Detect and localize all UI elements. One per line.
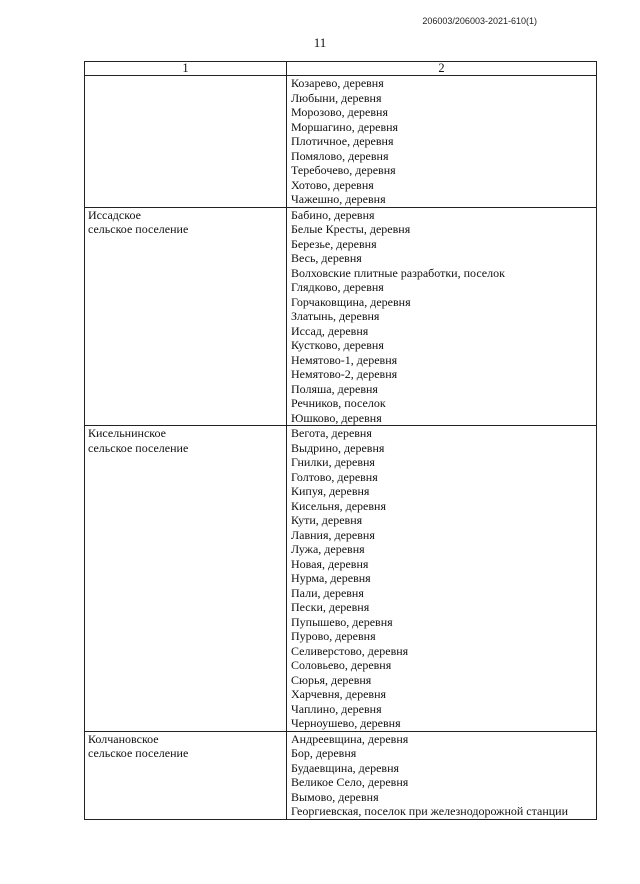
column-header-2: 2 xyxy=(287,62,597,76)
place-item: Великое Село, деревня xyxy=(291,775,409,789)
place-item: Вымово, деревня xyxy=(291,789,379,804)
place-item: Поляша, деревня xyxy=(291,381,378,396)
place-item: Немятово-2, деревня xyxy=(291,367,398,381)
settlement-cell xyxy=(85,76,287,208)
place-item: Теребочево, деревня xyxy=(291,163,396,177)
settlement-name-line: сельское поселение xyxy=(88,440,189,455)
place-item: Кипуя, деревня xyxy=(291,484,370,498)
place-item: Нурма, деревня xyxy=(291,571,371,585)
table-row xyxy=(85,731,597,819)
document-id: 206003/206003-2021-610(1) xyxy=(422,16,537,26)
table-row xyxy=(85,76,597,208)
place-item: Пески, деревня xyxy=(291,600,370,614)
place-item: Весь, деревня xyxy=(291,251,362,265)
place-item: Хотово, деревня xyxy=(291,177,374,192)
place-item: Кисельня, деревня xyxy=(291,498,386,513)
place-item: Березье, деревня xyxy=(291,236,377,251)
place-item: Плотичное, деревня xyxy=(291,134,394,148)
table-row xyxy=(85,207,597,426)
place-item: Юшково, деревня xyxy=(291,410,382,425)
settlement-name-line: сельское поселение xyxy=(88,746,189,760)
place-item: Любыни, деревня xyxy=(291,90,382,105)
places-cell xyxy=(287,207,597,426)
place-item: Харчевня, деревня xyxy=(291,687,387,701)
place-item: Лавния, деревня xyxy=(291,527,375,542)
place-item: Выдрино, деревня xyxy=(291,440,385,455)
place-item: Лужа, деревня xyxy=(291,542,365,556)
table-row xyxy=(85,426,597,732)
place-item: Иссад, деревня xyxy=(291,323,369,338)
place-item: Сюрья, деревня xyxy=(291,672,372,687)
place-item: Горчаковщина, деревня xyxy=(291,294,411,309)
place-item: Морозово, деревня xyxy=(291,105,388,119)
place-item: Козарево, деревня xyxy=(291,76,384,90)
place-item: Златынь, деревня xyxy=(291,309,380,323)
column-header-1: 1 xyxy=(85,62,287,76)
place-item: Будаевщина, деревня xyxy=(291,760,400,775)
place-item: Моршагино, деревня xyxy=(291,119,399,134)
place-item: Голтово, деревня xyxy=(291,469,378,484)
place-item: Помялово, деревня xyxy=(291,148,389,163)
settlement-name-line: сельское поселение xyxy=(88,222,189,236)
place-item: Пупышево, деревня xyxy=(291,614,393,629)
settlement-cell xyxy=(85,731,287,819)
page-number: 11 xyxy=(313,35,327,50)
place-item: Белые Кресты, деревня xyxy=(291,222,411,236)
place-item: Глядково, деревня xyxy=(291,280,384,294)
place-item: Георгиевская, поселок при железнодорожной станции xyxy=(291,804,569,818)
place-item: Кути, деревня xyxy=(291,513,363,527)
place-item: Черноушево, деревня xyxy=(291,716,401,730)
table-header-row xyxy=(85,62,597,76)
place-item: Бор, деревня xyxy=(291,746,357,760)
settlement-name-line: Кисельнинское xyxy=(88,426,166,440)
place-item: Чаплино, деревня xyxy=(291,701,382,716)
places-cell xyxy=(287,731,597,819)
place-item: Андреевщина, деревня xyxy=(291,731,409,746)
places-cell xyxy=(287,76,597,208)
place-item: Немятово-1, деревня xyxy=(291,352,398,367)
settlement-name-line: Колчановское xyxy=(88,731,159,746)
place-item: Чажешно, деревня xyxy=(291,192,386,206)
place-item: Селиверстово, деревня xyxy=(291,643,409,658)
place-item: Новая, деревня xyxy=(291,556,369,571)
places-cell xyxy=(287,426,597,732)
settlement-name-line: Иссадское xyxy=(88,207,141,222)
settlement-cell xyxy=(85,207,287,426)
place-item: Речников, поселок xyxy=(291,396,386,410)
place-item: Пали, деревня xyxy=(291,585,364,600)
place-item: Волховские плитные разработки, поселок xyxy=(291,265,505,280)
settlements-table xyxy=(84,61,597,820)
place-item: Соловьево, деревня xyxy=(291,658,392,672)
place-item: Вегота, деревня xyxy=(291,426,372,440)
settlement-cell xyxy=(85,426,287,732)
place-item: Пурово, деревня xyxy=(291,629,376,643)
place-item: Бабино, деревня xyxy=(291,207,375,222)
place-item: Кустково, деревня xyxy=(291,338,384,352)
place-item: Гнилки, деревня xyxy=(291,455,375,469)
